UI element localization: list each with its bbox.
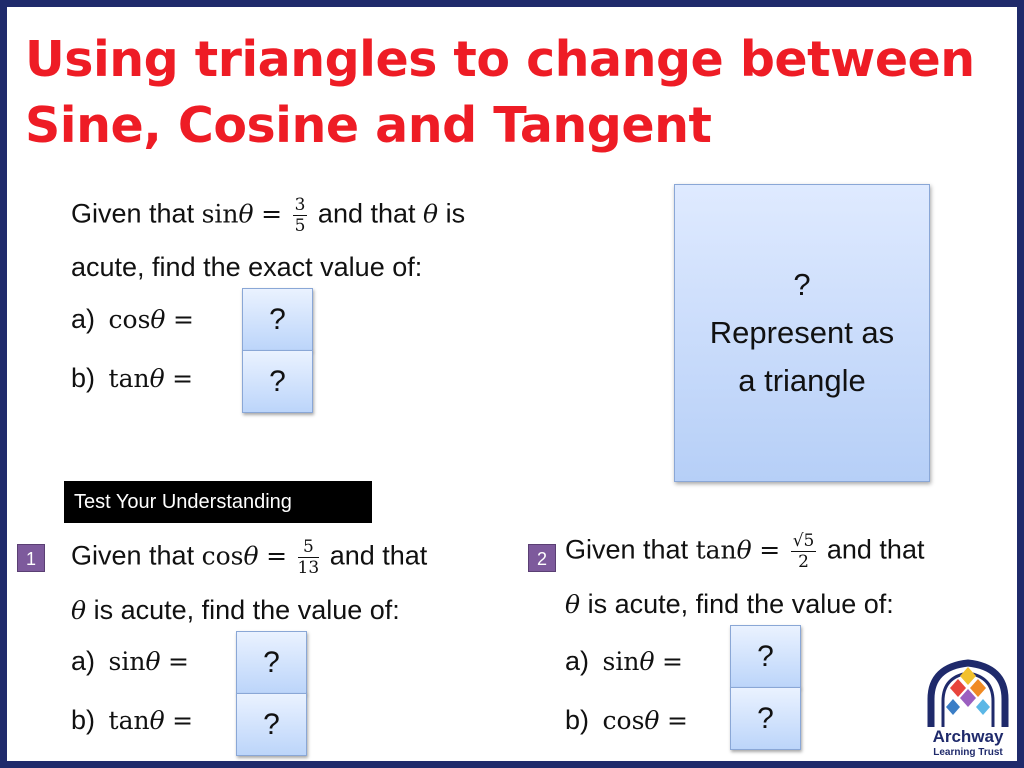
part-a-label: a) bbox=[71, 304, 96, 334]
tan-func: tan bbox=[108, 364, 150, 393]
cos-func: cos bbox=[201, 541, 244, 571]
part-b-label: b) bbox=[71, 363, 96, 393]
theta-symbol: θ bbox=[243, 541, 259, 571]
and-that-text: and that bbox=[826, 534, 925, 565]
is-text: is bbox=[445, 198, 466, 229]
q1-line-2-text: is acute, find the value of: bbox=[93, 595, 400, 625]
and-that-text: and that bbox=[317, 198, 416, 229]
q2-line-2 bbox=[565, 588, 894, 621]
triangle-box-mark: ? bbox=[793, 267, 811, 302]
equals-sign: = bbox=[172, 706, 194, 735]
q2-line-2-text: is acute, find the value of: bbox=[587, 589, 894, 619]
theta-symbol: θ bbox=[149, 706, 165, 735]
reveal-answer-main-b-button[interactable]: ? bbox=[242, 350, 313, 413]
fraction-denominator: 13 bbox=[297, 558, 320, 578]
q1-line-1 bbox=[71, 538, 427, 577]
given-text: Given that bbox=[565, 534, 689, 565]
fraction-numerator: 5 bbox=[298, 538, 320, 558]
equals-sign: = bbox=[261, 199, 283, 229]
represent-triangle-button[interactable] bbox=[674, 184, 930, 482]
theta-symbol: θ bbox=[565, 590, 581, 619]
theta-symbol: θ bbox=[736, 535, 752, 565]
question-1-badge: 1 bbox=[17, 544, 45, 572]
part-b-label: b) bbox=[71, 705, 96, 735]
and-that-text: and that bbox=[329, 540, 428, 571]
reveal-answer-q2-a-button[interactable]: ? bbox=[730, 625, 801, 688]
part-a-label: a) bbox=[565, 646, 590, 676]
archway-logo bbox=[923, 659, 1013, 763]
theta-symbol: θ bbox=[145, 647, 161, 676]
equals-sign: = bbox=[266, 541, 288, 571]
sin-func: sin bbox=[201, 199, 239, 229]
theta-symbol: θ bbox=[149, 364, 165, 393]
part-a-label: a) bbox=[71, 646, 96, 676]
theta-symbol: θ bbox=[238, 199, 254, 229]
equals-sign: = bbox=[662, 647, 683, 676]
logo-tagline: Learning Trust bbox=[933, 747, 1003, 758]
q2-line-1 bbox=[565, 532, 924, 571]
test-your-understanding-label: Test Your Understanding bbox=[64, 481, 372, 523]
main-question-line-2: acute, find the exact value of: bbox=[71, 252, 423, 282]
q1-line-2 bbox=[71, 594, 400, 627]
main-part-a bbox=[71, 303, 194, 336]
cos-func: cos bbox=[602, 706, 645, 735]
given-text: Given that bbox=[71, 198, 195, 229]
theta-symbol: θ bbox=[150, 305, 166, 334]
tan-func: tan bbox=[108, 706, 150, 735]
theta-symbol: θ bbox=[423, 199, 439, 229]
triangle-box-line-2: a triangle bbox=[738, 363, 866, 398]
fraction-5-13 bbox=[298, 538, 320, 577]
q2-part-a bbox=[565, 645, 683, 678]
main-question-line-1 bbox=[71, 196, 465, 235]
fraction-denominator: 2 bbox=[798, 552, 809, 572]
q2-part-b bbox=[565, 704, 688, 737]
tan-func: tan bbox=[695, 535, 737, 565]
logo-name: Archway bbox=[932, 727, 1004, 746]
equals-sign: = bbox=[172, 364, 194, 393]
question-2-badge: 2 bbox=[528, 544, 556, 572]
cos-func: cos bbox=[108, 305, 151, 334]
theta-symbol: θ bbox=[644, 706, 660, 735]
fraction-numerator: √5 bbox=[792, 531, 815, 551]
theta-symbol: θ bbox=[639, 647, 655, 676]
title-line-2: Sine, Cosine and Tangent bbox=[25, 97, 712, 154]
q1-part-a bbox=[71, 645, 189, 678]
equals-sign: = bbox=[168, 647, 189, 676]
fraction-3-5 bbox=[293, 196, 308, 235]
fraction-numerator: 3 bbox=[294, 195, 306, 215]
sin-func: sin bbox=[602, 647, 640, 676]
title-line-1: Using triangles to change between bbox=[25, 31, 975, 88]
q1-part-b bbox=[71, 704, 193, 737]
fraction-root5-2 bbox=[791, 532, 817, 571]
fraction-denominator: 5 bbox=[294, 216, 306, 236]
sin-func: sin bbox=[108, 647, 146, 676]
slide-title bbox=[25, 27, 1015, 159]
reveal-answer-q1-a-button[interactable]: ? bbox=[236, 631, 307, 694]
equals-sign: = bbox=[173, 305, 194, 334]
equals-sign: = bbox=[759, 535, 781, 565]
main-part-b bbox=[71, 362, 193, 395]
part-b-label: b) bbox=[565, 705, 590, 735]
triangle-box-line-1: Represent as bbox=[709, 315, 895, 350]
reveal-answer-q2-b-button[interactable]: ? bbox=[730, 687, 801, 750]
theta-symbol: θ bbox=[71, 596, 87, 625]
reveal-answer-main-a-button[interactable]: ? bbox=[242, 288, 313, 351]
archway-arch-icon bbox=[923, 659, 1013, 729]
equals-sign: = bbox=[667, 706, 688, 735]
given-text: Given that bbox=[71, 540, 195, 571]
reveal-answer-q1-b-button[interactable]: ? bbox=[236, 693, 307, 756]
